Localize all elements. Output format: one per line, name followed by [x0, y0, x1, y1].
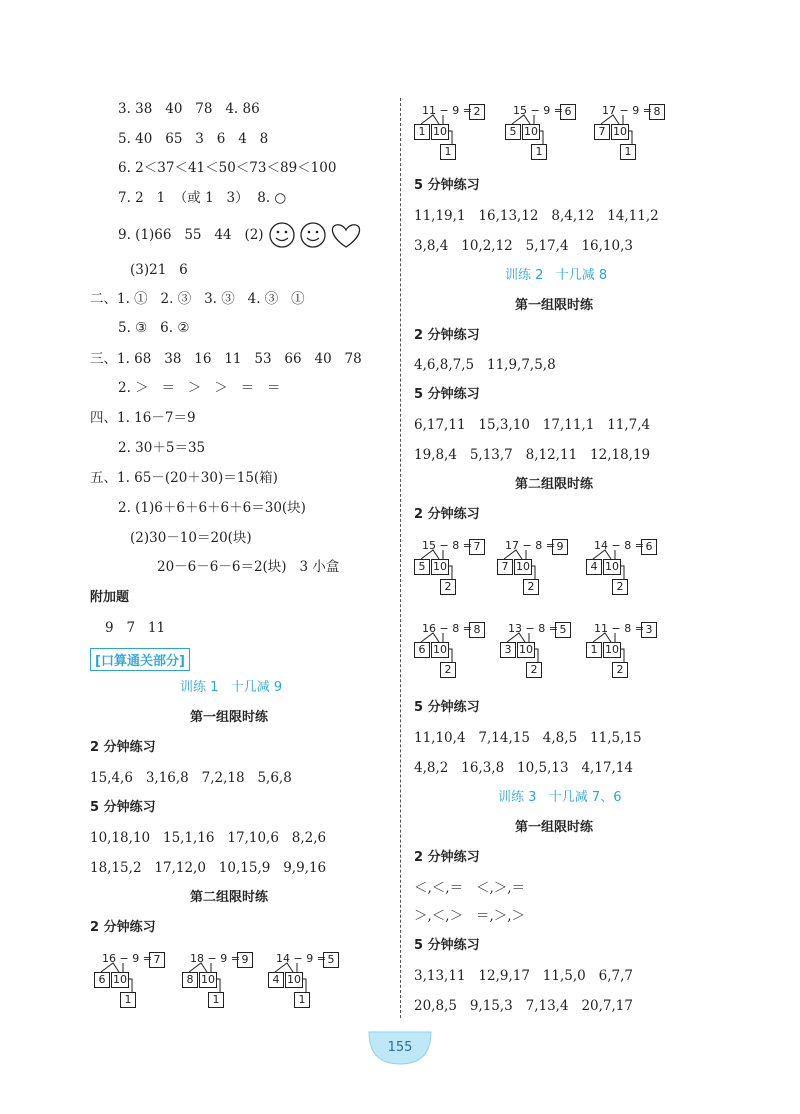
answer-section-3-b: 2. ＞ ＝ ＞ ＞ ＝ ＝: [118, 380, 281, 396]
answer-line-9: 9. (1)66 55 44 (2): [118, 227, 264, 243]
diagram-17-8: [497, 539, 577, 594]
diagram-part-ten: 10: [287, 973, 301, 986]
diagram-answer-box: 9: [552, 539, 568, 555]
diagram-answer-box: 2: [469, 104, 485, 120]
section-title-oral: [口算通关部分]: [90, 648, 190, 671]
train1-group2-two-min: 2 分钟练习: [90, 920, 156, 935]
train3-five-min-answers-b: 20,8,5 9,15,3 7,13,4 20,7,17: [414, 998, 633, 1014]
diagram-equation: 14 − 8 =: [594, 539, 644, 552]
diagram-part-ones: 4: [586, 559, 602, 575]
diagram-15-9: [505, 104, 585, 159]
extra-title: 附加题: [90, 590, 130, 605]
train1-five-min-answers-b: 18,15,2 17,12,0 10,15,9 9,9,16: [90, 860, 327, 876]
diagram-15-8: [414, 539, 494, 594]
r-five-min: 5 分钟练习: [414, 178, 480, 193]
diagram-answer-box: 6: [641, 539, 657, 555]
diagram-equation: 17 − 9 =: [602, 104, 652, 117]
r-five-min-answers-a: 11,19,1 16,13,12 8,4,12 14,11,2: [414, 208, 659, 224]
diagram-equation: 17 − 8 =: [505, 539, 555, 552]
diagram-part-result: 1: [531, 144, 547, 160]
answer-line-9-3: (3)21 6: [130, 262, 188, 278]
train3-title: 训练 3 十几减 7、6: [498, 790, 622, 805]
diagram-equation: 15 − 8 =: [422, 539, 472, 552]
diagram-part-ones: 5: [414, 559, 430, 575]
diagram-part-result: 1: [440, 144, 456, 160]
diagram-17-9: [594, 104, 674, 159]
diagram-part-result: 2: [440, 662, 456, 678]
diagram-11-9: [414, 104, 494, 159]
train1-five-min: 5 分钟练习: [90, 800, 156, 815]
diagram-18-9: [182, 952, 262, 1007]
train2-five-min-answers-b: 19,8,4 5,13,7 8,12,11 12,18,19: [414, 447, 651, 463]
answer-section-4: 四、1. 16－7＝9: [90, 410, 196, 426]
diagram-equation: 14 − 9 =: [276, 952, 326, 965]
diagram-part-ones: 3: [500, 642, 516, 658]
diagram-14-9: [268, 952, 348, 1007]
diagram-part-result: 1: [620, 144, 636, 160]
answer-section-5-d: 20－6－6－6＝2(块) 3 小盒: [157, 559, 340, 575]
train1-five-min-answers-a: 10,18,10 15,1,16 17,10,6 8,2,6: [90, 830, 327, 846]
diagram-part-ten: 10: [605, 560, 619, 573]
answer-section-5-c: (2)30－10＝20(块): [130, 530, 252, 546]
diagram-13-8: [500, 622, 580, 677]
diagram-part-ten: 10: [519, 643, 533, 656]
diagram-part-ones: 1: [414, 124, 430, 140]
answer-section-5-b: 2. (1)6＋6＋6＋6＋6＝30(块): [118, 500, 306, 516]
diagram-part-ten: 10: [613, 125, 627, 138]
diagram-part-ten: 10: [433, 125, 447, 138]
answer-section-3: 三、1. 68 38 16 11 53 66 40 78: [90, 351, 362, 367]
diagram-part-result: 2: [440, 579, 456, 595]
diagram-part-ones: 7: [497, 559, 513, 575]
diagram-part-ten: 10: [201, 973, 215, 986]
train1-two-min-answers: 15,4,6 3,16,8 7,2,18 5,6,8: [90, 770, 292, 786]
diagram-part-ten: 10: [524, 125, 538, 138]
diagram-equation: 18 − 9 =: [190, 952, 240, 965]
diagram-part-result: 2: [523, 579, 539, 595]
column-divider: [400, 98, 401, 1018]
diagram-part-ones: 7: [594, 124, 610, 140]
diagram-part-ten: 10: [516, 560, 530, 573]
page-number: 155: [387, 1040, 413, 1055]
diagram-part-ones: 6: [94, 972, 110, 988]
diagram-equation: 11 − 8 =: [594, 622, 644, 635]
diagram-equation: 11 − 9 =: [422, 104, 472, 117]
answer-line-7-8: 7. 2 1 （或 1 3） 8. ○: [118, 190, 287, 206]
diagram-equation: 16 − 8 =: [422, 622, 472, 635]
diagram-equation: 15 − 9 =: [513, 104, 563, 117]
diagram-answer-box: 7: [149, 952, 165, 968]
diagram-answer-box: 5: [555, 622, 571, 638]
train1-title: 训练 1 十几减 9: [180, 680, 283, 695]
train1-group2-title: 第二组限时练: [190, 890, 269, 905]
diagram-part-ones: 6: [414, 642, 430, 658]
diagram-14-8: [586, 539, 666, 594]
diagram-part-ten: 10: [113, 973, 127, 986]
diagram-equation: 13 − 8 =: [508, 622, 558, 635]
answer-section-2: 二、1. ① 2. ③ 3. ③ 4. ③ ①: [90, 291, 305, 307]
diagram-answer-box: 8: [469, 622, 485, 638]
diagram-part-result: 1: [120, 992, 136, 1008]
diagram-part-ones: 8: [182, 972, 198, 988]
train2-group2-five-min: 5 分钟练习: [414, 700, 480, 715]
diagram-part-result: 1: [208, 992, 224, 1008]
diagram-part-ones: 4: [268, 972, 284, 988]
train2-title: 训练 2 十几减 8: [505, 268, 608, 283]
diagram-answer-box: 3: [641, 622, 657, 638]
diagram-part-ten: 10: [605, 643, 619, 656]
diagram-part-result: 2: [526, 662, 542, 678]
train2-group2-five-answers-b: 4,8,2 16,3,8 10,5,13 4,17,14: [414, 760, 633, 776]
train2-two-min-answers: 4,6,8,7,5 11,9,7,5,8: [414, 357, 556, 373]
page-number-badge: [367, 1030, 433, 1066]
diagram-answer-box: 6: [560, 104, 576, 120]
answer-section-5: 五、1. 65－(20＋30)＝15(箱): [90, 470, 278, 486]
diagram-part-ten: 10: [433, 643, 447, 656]
train2-group2-five-answers-a: 11,10,4 7,14,15 4,8,5 11,5,15: [414, 730, 642, 746]
diagram-part-result: 1: [294, 992, 310, 1008]
diagram-part-ones: 1: [586, 642, 602, 658]
answer-line-3-4: 3. 38 40 78 4. 86: [118, 101, 260, 117]
train1-group1-title: 第一组限时练: [190, 710, 269, 725]
diagram-answer-box: 7: [469, 539, 485, 555]
answer-section-2-b: 5. ③ 6. ②: [118, 320, 190, 336]
extra-answers: 9 7 11: [105, 620, 166, 636]
diagram-equation: 16 − 9 =: [102, 952, 152, 965]
train2-group2-title: 第二组限时练: [515, 477, 594, 492]
diagram-answer-box: 8: [649, 104, 665, 120]
diagram-part-ten: 10: [433, 560, 447, 573]
answer-section-4-b: 2. 30＋5＝35: [118, 440, 206, 456]
train3-five-min: 5 分钟练习: [414, 938, 480, 953]
train2-five-min-answers-a: 6,17,11 15,3,10 17,11,1 11,7,4: [414, 417, 651, 433]
train3-two-min-answers-b: ＞,＜,＞ ＝,＞,＞: [414, 908, 526, 924]
smiley-heart-icons: [268, 221, 368, 251]
train2-group2-two-min: 2 分钟练习: [414, 507, 480, 522]
diagram-part-result: 2: [612, 579, 628, 595]
diagram-11-8: [586, 622, 666, 677]
diagram-answer-box: 9: [237, 952, 253, 968]
train3-group1-title: 第一组限时练: [515, 820, 594, 835]
diagram-part-result: 2: [612, 662, 628, 678]
answer-line-6: 6. 2＜37＜41＜50＜73＜89＜100: [118, 160, 337, 176]
train2-group1-title: 第一组限时练: [515, 298, 594, 313]
train1-two-min: 2 分钟练习: [90, 740, 156, 755]
train2-two-min: 2 分钟练习: [414, 328, 480, 343]
diagram-16-9: [94, 952, 174, 1007]
train3-two-min-answers-a: ＜,＜,＝ ＜,＞,＝: [414, 880, 526, 896]
r-five-min-answers-b: 3,8,4 10,2,12 5,17,4 16,10,3: [414, 238, 633, 254]
diagram-part-ones: 5: [505, 124, 521, 140]
train3-two-min: 2 分钟练习: [414, 850, 480, 865]
train3-five-min-answers-a: 3,13,11 12,9,17 11,5,0 6,7,7: [414, 968, 633, 984]
answer-line-5: 5. 40 65 3 6 4 8: [118, 131, 269, 147]
diagram-answer-box: 5: [323, 952, 339, 968]
train2-five-min: 5 分钟练习: [414, 387, 480, 402]
diagram-16-8: [414, 622, 494, 677]
